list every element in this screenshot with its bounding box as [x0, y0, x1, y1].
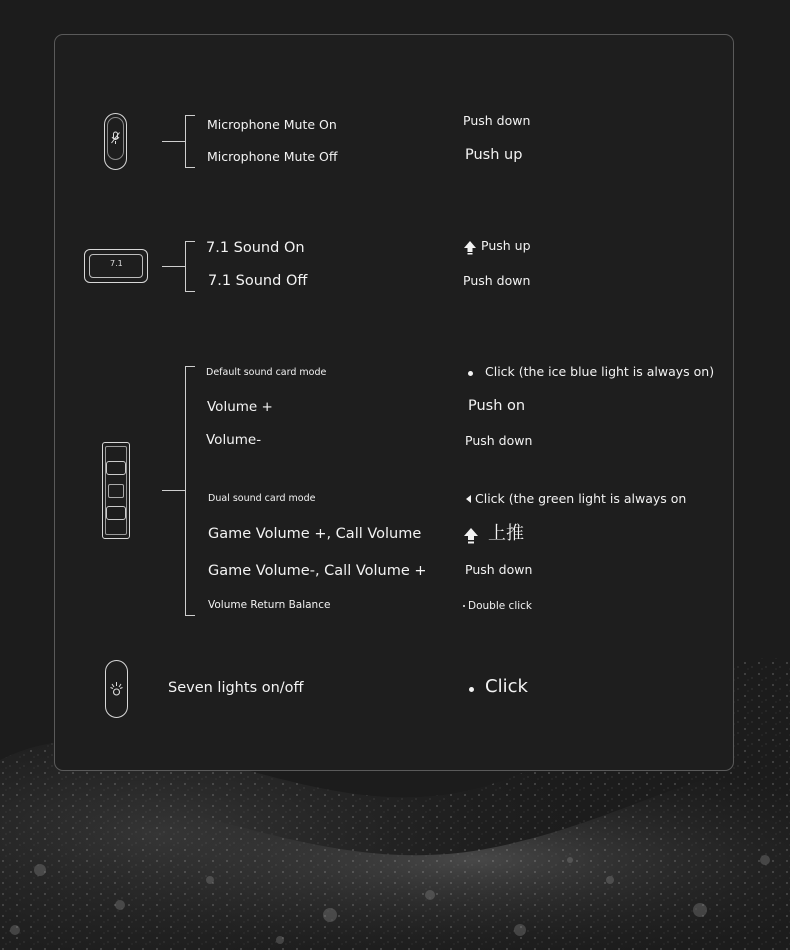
default-mode-heading: Default sound card mode — [206, 367, 327, 378]
connector-line — [162, 266, 186, 267]
volume-return-balance-action: Double click — [468, 600, 533, 612]
volume-up-label: Volume + — [207, 399, 273, 415]
bullet-dot — [469, 687, 474, 692]
bracket — [185, 241, 195, 292]
left-triangle-icon — [466, 495, 472, 503]
sound-71-on-label: 7.1 Sound On — [206, 240, 305, 256]
volume-return-balance-label: Volume Return Balance — [208, 599, 331, 611]
arrow-up-icon — [463, 527, 479, 545]
bracket — [185, 115, 195, 168]
arrow-up-icon — [463, 240, 477, 256]
dual-mode-action: Click (the green light is always on — [475, 491, 687, 506]
bullet-dot — [463, 605, 465, 607]
game-volume-up-label: Game Volume +, Call Volume — [208, 526, 422, 542]
mic-mute-on-action: Push down — [463, 113, 531, 128]
mic-mute-off-action: Push up — [465, 147, 523, 163]
connector-line — [162, 141, 186, 142]
default-mode-action: Click (the ice blue light is always on) — [485, 364, 715, 379]
light-bulb-icon — [110, 681, 123, 697]
sound-71-off-action: Push down — [463, 273, 531, 288]
volume-roller-wheel-bottom — [106, 506, 126, 520]
sound-71-on-action: Push up — [481, 238, 531, 253]
bracket — [185, 366, 195, 616]
volume-down-label: Volume- — [206, 432, 262, 448]
volume-roller-wheel-top — [106, 461, 126, 475]
seven-lights-action: Click — [485, 676, 528, 697]
connector-line — [162, 490, 186, 491]
dual-mode-heading: Dual sound card mode — [208, 493, 316, 504]
volume-roller-wheel-mid — [108, 484, 124, 498]
mic-mute-off-label: Microphone Mute Off — [207, 149, 338, 164]
game-volume-down-label: Game Volume-, Call Volume + — [208, 563, 427, 579]
microphone-slash-icon — [110, 131, 121, 145]
sound-71-device-text: 7.1 — [110, 259, 123, 268]
volume-up-action: Push on — [468, 398, 526, 414]
seven-lights-label: Seven lights on/off — [168, 680, 304, 696]
mic-mute-on-label: Microphone Mute On — [207, 117, 337, 132]
bullet-dot — [468, 371, 473, 376]
sound-71-off-label: 7.1 Sound Off — [208, 273, 308, 289]
game-volume-down-action: Push down — [465, 562, 533, 577]
instruction-panel — [54, 34, 734, 771]
volume-down-action: Push down — [465, 433, 533, 448]
game-volume-up-action: 上推 — [488, 523, 524, 544]
